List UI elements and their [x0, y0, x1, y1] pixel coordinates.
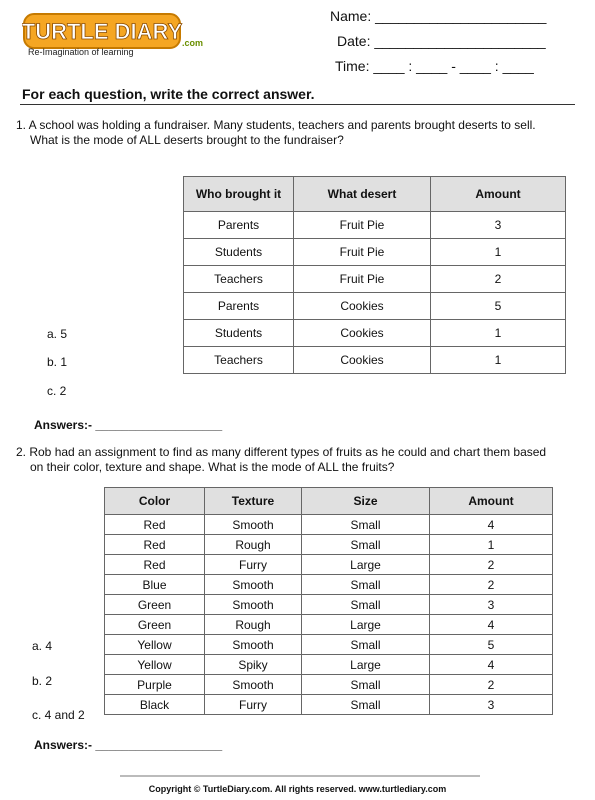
table-row: [184, 320, 566, 347]
cell: Small: [302, 595, 430, 615]
q1-col-desert: What desert: [294, 177, 431, 212]
cell: Green: [105, 595, 205, 615]
cell: Furry: [205, 555, 302, 575]
cell: Cookies: [294, 320, 431, 347]
cell: Yellow: [105, 655, 205, 675]
table-row: [105, 555, 553, 575]
table-row: [105, 595, 553, 615]
cell: Small: [302, 695, 430, 715]
cell: 2: [431, 266, 566, 293]
cell: 1: [431, 347, 566, 374]
cell: Red: [105, 555, 205, 575]
logo-suffix: .com: [182, 38, 204, 48]
cell: Large: [302, 655, 430, 675]
cell: 4: [430, 515, 553, 535]
copyright-footer: Copyright © TurtleDiary.com. All rights reserved. www.turtlediary.com: [148, 784, 447, 794]
cell: Smooth: [205, 675, 302, 695]
q1-answers: Answers:- ___________________: [34, 418, 223, 432]
cell: Smooth: [205, 595, 302, 615]
q2-option-c: c. 4 and 2: [32, 708, 85, 722]
cell: Rough: [205, 615, 302, 635]
q2-text-line2: on their color, texture and shape. What is the mode of ALL the fruits?: [30, 460, 395, 474]
cell: 2: [430, 555, 553, 575]
cell: 2: [430, 675, 553, 695]
q1-col-who: Who brought it: [184, 177, 294, 212]
cell: Large: [302, 615, 430, 635]
table-row: [105, 615, 553, 635]
cell: Spiky: [205, 655, 302, 675]
table-row: [184, 347, 566, 374]
cell: Yellow: [105, 635, 205, 655]
cell: Students: [184, 320, 294, 347]
tagline: Re-Imagination of learning: [28, 47, 134, 57]
cell: Small: [302, 515, 430, 535]
cell: Students: [184, 239, 294, 266]
cell: Parents: [184, 293, 294, 320]
q2-table: [104, 487, 553, 715]
q2-option-a: a. 4: [32, 639, 53, 653]
cell: Large: [302, 555, 430, 575]
table-row: [184, 266, 566, 293]
cell: Small: [302, 675, 430, 695]
table-row: [105, 535, 553, 555]
cell: Smooth: [205, 575, 302, 595]
cell: Parents: [184, 212, 294, 239]
table-row: [105, 675, 553, 695]
cell: 3: [430, 595, 553, 615]
table-row: [105, 575, 553, 595]
q2-option-b: b. 2: [32, 674, 53, 688]
logo-text: TURTLE DIARY: [22, 19, 183, 44]
cell: 4: [430, 615, 553, 635]
cell: Red: [105, 535, 205, 555]
name-field: Name: ______________________: [330, 8, 547, 24]
cell: Red: [105, 515, 205, 535]
cell: Green: [105, 615, 205, 635]
q2-col-amount: Amount: [430, 488, 553, 515]
q2-col-texture: Texture: [205, 488, 302, 515]
cell: Small: [302, 575, 430, 595]
q1-option-b: b. 1: [47, 355, 68, 369]
divider: [20, 104, 575, 105]
cell: 1: [430, 535, 553, 555]
table-row: [105, 515, 553, 535]
table-row: [184, 239, 566, 266]
table-row: [184, 293, 566, 320]
q2-answers: Answers:- ___________________: [34, 738, 223, 752]
cell: Small: [302, 635, 430, 655]
cell: 5: [431, 293, 566, 320]
cell: Fruit Pie: [294, 266, 431, 293]
cell: 1: [431, 239, 566, 266]
cell: Black: [105, 695, 205, 715]
table-row: [184, 212, 566, 239]
q1-text-line2: What is the mode of ALL deserts brought to the fundraiser?: [30, 133, 344, 147]
q1-option-a: a. 5: [47, 327, 68, 341]
cell: Fruit Pie: [294, 212, 431, 239]
q1-option-c: c. 2: [47, 384, 67, 398]
table-row: [105, 695, 553, 715]
table-row: [105, 655, 553, 675]
cell: 1: [431, 320, 566, 347]
cell: Smooth: [205, 515, 302, 535]
instructions: For each question, write the correct answer.: [22, 86, 315, 102]
time-field: Time: ____ : ____ - ____ : ____: [335, 58, 534, 74]
q2-col-size: Size: [302, 488, 430, 515]
q2-text-line1: 2. Rob had an assignment to find as many different types of fruits as he could and chart them based: [16, 445, 547, 459]
cell: Purple: [105, 675, 205, 695]
cell: Cookies: [294, 347, 431, 374]
q1-text-line1: 1. A school was holding a fundraiser. Many students, teachers and parents brought deserts to sell.: [16, 118, 536, 132]
q1-table-header-row: [184, 177, 566, 212]
cell: Teachers: [184, 266, 294, 293]
cell: Smooth: [205, 635, 302, 655]
cell: Fruit Pie: [294, 239, 431, 266]
table-row: [105, 635, 553, 655]
cell: Teachers: [184, 347, 294, 374]
q1-col-amount: Amount: [431, 177, 566, 212]
cell: Furry: [205, 695, 302, 715]
q2-col-color: Color: [105, 488, 205, 515]
footer-divider: [120, 775, 480, 777]
cell: Blue: [105, 575, 205, 595]
cell: 3: [431, 212, 566, 239]
cell: Rough: [205, 535, 302, 555]
cell: 4: [430, 655, 553, 675]
date-field: Date: ______________________: [337, 33, 546, 49]
q1-table: [183, 176, 566, 374]
cell: 5: [430, 635, 553, 655]
cell: 2: [430, 575, 553, 595]
cell: 3: [430, 695, 553, 715]
q2-table-header-row: [105, 488, 553, 515]
cell: Small: [302, 535, 430, 555]
cell: Cookies: [294, 293, 431, 320]
